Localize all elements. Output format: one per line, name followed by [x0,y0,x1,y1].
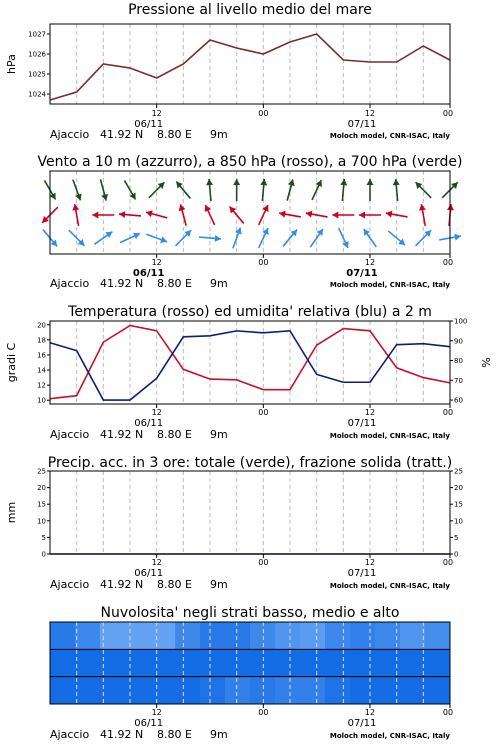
arrow-head [101,194,108,201]
x-tick-label: 00 [442,109,454,118]
y-tick-label: 10 [37,396,46,405]
cloud-cell-basso [425,677,451,704]
model-credit: Moloch model, CNR-ISAC, Italy [329,132,450,140]
date-label: 06/11 [134,568,164,579]
wind-700-arrow [260,179,267,201]
station-lon: 8.80 E [157,428,192,441]
plot-frame [50,321,450,404]
arrow-head [454,234,461,241]
x-tick-label: 00 [442,708,454,717]
y-tick-label: 10 [37,517,46,526]
cloud-cell-basso [275,677,301,704]
chart-title: Precip. acc. in 3 ore: totale (verde), frazione solida (tratt.) [47,455,453,471]
cloud-cell-medio [325,649,351,676]
wind-850-arrow [179,204,187,225]
cloud-cell-alto [400,622,426,649]
y-axis-label: hPa [5,54,18,74]
y-tick-label: 18 [37,336,46,345]
x-tick-label: 12 [364,109,376,118]
cloud-cell-alto [425,622,451,649]
date-label: 07/11 [347,418,377,429]
arrow-head [146,210,153,217]
y-tick-label: 20 [37,484,46,493]
station-lon: 8.80 E [157,728,192,741]
y-tick-label: 1025 [28,70,46,79]
x-tick-label: 12 [151,558,162,567]
cloud-cell-alto [50,622,76,649]
y2-tick-label: 90 [454,337,463,346]
station-name: Ajaccio [50,428,90,441]
y2-tick-label: 100 [454,317,468,326]
y-tick-label: 1027 [28,30,46,39]
cloud-cell-medio [50,649,76,676]
station-lat: 41.92 N [100,578,144,591]
station-lon: 8.80 E [157,578,192,591]
y-tick-label: 14 [37,366,46,375]
cloud-cell-alto [200,622,226,649]
temperature-line [50,326,450,399]
date-label: 07/11 [346,268,378,279]
x-tick-label: 00 [442,408,454,417]
cloud-cell-alto [300,622,326,649]
cloud-cell-basso [200,677,226,704]
cloud-cell-medio [125,649,151,676]
chart-title: Pressione al livello medio del mare [128,2,372,18]
station-lat: 41.92 N [100,728,144,741]
station-lat: 41.92 N [100,428,144,441]
y2-tick-label: 0 [454,550,459,559]
station-alt: 9m [210,578,228,591]
station-alt: 9m [210,277,228,290]
cloud-cell-basso [400,677,426,704]
arrow-head [233,179,240,185]
panel-1 [5,2,453,141]
cloud-cell-medio [400,649,426,676]
plot-frame [50,24,450,104]
arrow-head [260,179,267,185]
station-lon: 8.80 E [157,277,192,290]
x-tick-label: 00 [258,708,269,717]
cloud-cell-medio [425,649,451,676]
arrow-head [340,179,347,185]
x-tick-label: 00 [258,408,269,417]
y-tick-label: 1024 [28,90,46,99]
y2-tick-label: 10 [454,517,463,526]
y-tick-label: 0 [41,550,46,559]
date-label: 06/11 [134,718,164,729]
cloud-cell-alto [125,622,151,649]
arrow-head [367,179,374,185]
y2-tick-label: 60 [454,396,463,405]
date-label: 06/11 [132,268,165,279]
pressure-line [50,34,450,100]
arrow-head [393,179,400,185]
wind-700-arrow [312,180,322,200]
x-tick-label: 12 [151,109,162,118]
wind-850-arrow [332,212,354,219]
cloud-cell-basso [300,677,326,704]
chart-title: Vento a 10 m (azzurro), a 850 hPa (rosso), a 700 hPa (verde) [37,154,463,170]
x-tick-label: 00 [258,109,269,118]
cloud-cell-medio [75,649,101,676]
y2-tick-label: 80 [454,357,463,366]
y-axis-label: mm [5,501,18,524]
x-tick-label: 12 [364,408,376,417]
cloud-cell-medio [225,649,251,676]
x-tick-label: 00 [442,558,454,567]
x-tick-label: 12 [151,708,162,717]
panel-2 [37,154,462,290]
cloud-cell-medio [175,649,201,676]
model-credit: Moloch model, CNR-ISAC, Italy [329,582,450,590]
cloud-cell-basso [225,677,251,704]
y2-tick-label: 25 [454,467,463,476]
arrow-head [179,204,186,211]
wind-10m-arrow [233,228,242,249]
chart-title: Temperatura (rosso) ed umidita' relativa (blu) a 2 m [68,304,432,320]
station-alt: 9m [210,728,228,741]
wind-850-arrow [119,211,141,218]
cloud-cell-alto [75,622,101,649]
x-tick-label: 12 [364,258,376,267]
station-name: Ajaccio [50,578,90,591]
station-name: Ajaccio [50,728,90,741]
x-tick-label: 00 [258,258,269,267]
cloud-cell-basso [150,677,176,704]
date-label: 07/11 [347,718,377,729]
wind-700-arrow [206,179,213,201]
arrow-head [419,204,426,211]
arrow-head [306,211,313,218]
cloud-cell-medio [200,649,226,676]
x-tick-label: 12 [151,408,162,417]
y-tick-label: 15 [37,500,46,509]
cloud-cell-basso [50,677,76,704]
cloud-cell-alto [250,622,276,649]
y2-tick-label: 15 [454,500,463,509]
y-tick-label: 16 [37,351,46,360]
station-name: Ajaccio [50,128,90,141]
arrow-head [119,211,125,218]
wind-850-arrow [359,212,381,219]
cloud-cell-medio [300,649,326,676]
arrow-head [215,235,221,242]
cloud-cell-basso [250,677,276,704]
cloud-cell-basso [175,677,201,704]
arrow-head [206,179,213,185]
wind-700-arrow [100,179,108,200]
model-credit: Moloch model, CNR-ISAC, Italy [329,732,450,740]
arrow-head [332,212,338,219]
y2-tick-label: 20 [454,484,463,493]
cloud-cell-alto [225,622,251,649]
y-tick-label: 25 [37,467,46,476]
cloud-cell-alto [150,622,176,649]
wind-700-arrow [393,179,400,201]
y-tick-label: 20 [37,321,46,330]
wind-850-arrow [92,212,114,219]
x-tick-label: 12 [151,258,162,267]
cloud-cell-alto [175,622,201,649]
y2-tick-label: 5 [454,533,459,542]
x-tick-label: 12 [364,708,376,717]
station-lat: 41.92 N [100,128,144,141]
arrow-head [279,211,286,218]
y-tick-label: 1026 [28,50,46,59]
panel-3 [5,304,493,441]
station-alt: 9m [210,128,228,141]
y-tick-label: 12 [37,381,46,390]
station-lat: 41.92 N [100,277,144,290]
wind-700-arrow [125,180,136,199]
model-credit: Moloch model, CNR-ISAC, Italy [329,432,450,440]
wind-700-arrow [367,179,374,201]
y-tick-label: 5 [41,533,46,542]
plot-frame [50,471,450,554]
panel-4 [5,455,463,591]
date-label: 06/11 [134,418,164,429]
chart-title: Nuvolosita' negli strati basso, medio e alto [100,605,400,621]
station-lon: 8.80 E [157,128,192,141]
x-tick-label: 12 [364,558,376,567]
cloud-cell-basso [75,677,101,704]
station-alt: 9m [210,428,228,441]
cloud-cell-medio [350,649,376,676]
cloud-cell-medio [275,649,301,676]
cloud-cell-alto [275,622,301,649]
y2-tick-label: 70 [454,376,463,385]
station-name: Ajaccio [50,277,90,290]
arrow-head [92,212,98,219]
wind-700-arrow [340,179,347,201]
cloud-cell-medio [250,649,276,676]
panel-5 [50,605,453,741]
date-label: 07/11 [347,568,377,579]
y2-axis-label: % [480,357,493,368]
cloud-cell-basso [125,677,151,704]
cloud-cell-alto [350,622,376,649]
cloud-cell-medio [150,649,176,676]
arrow-head [359,212,365,219]
model-credit: Moloch model, CNR-ISAC, Italy [329,281,450,289]
arrow-head [288,179,295,186]
cloud-cell-alto [325,622,351,649]
x-tick-label: 00 [442,258,454,267]
arrow-head [72,204,79,211]
date-label: 06/11 [134,119,164,130]
date-label: 07/11 [347,119,377,130]
wind-700-arrow [73,180,82,201]
wind-850-arrow [419,204,426,226]
x-tick-label: 00 [258,558,269,567]
wind-700-arrow [233,179,240,201]
humidity-line [50,331,450,400]
y-axis-label: gradi C [5,342,18,383]
wind-700-arrow [287,179,295,200]
arrow-head [386,211,393,218]
wind-850-arrow [72,204,79,226]
cloud-cell-basso [350,677,376,704]
cloud-cell-basso [325,677,351,704]
